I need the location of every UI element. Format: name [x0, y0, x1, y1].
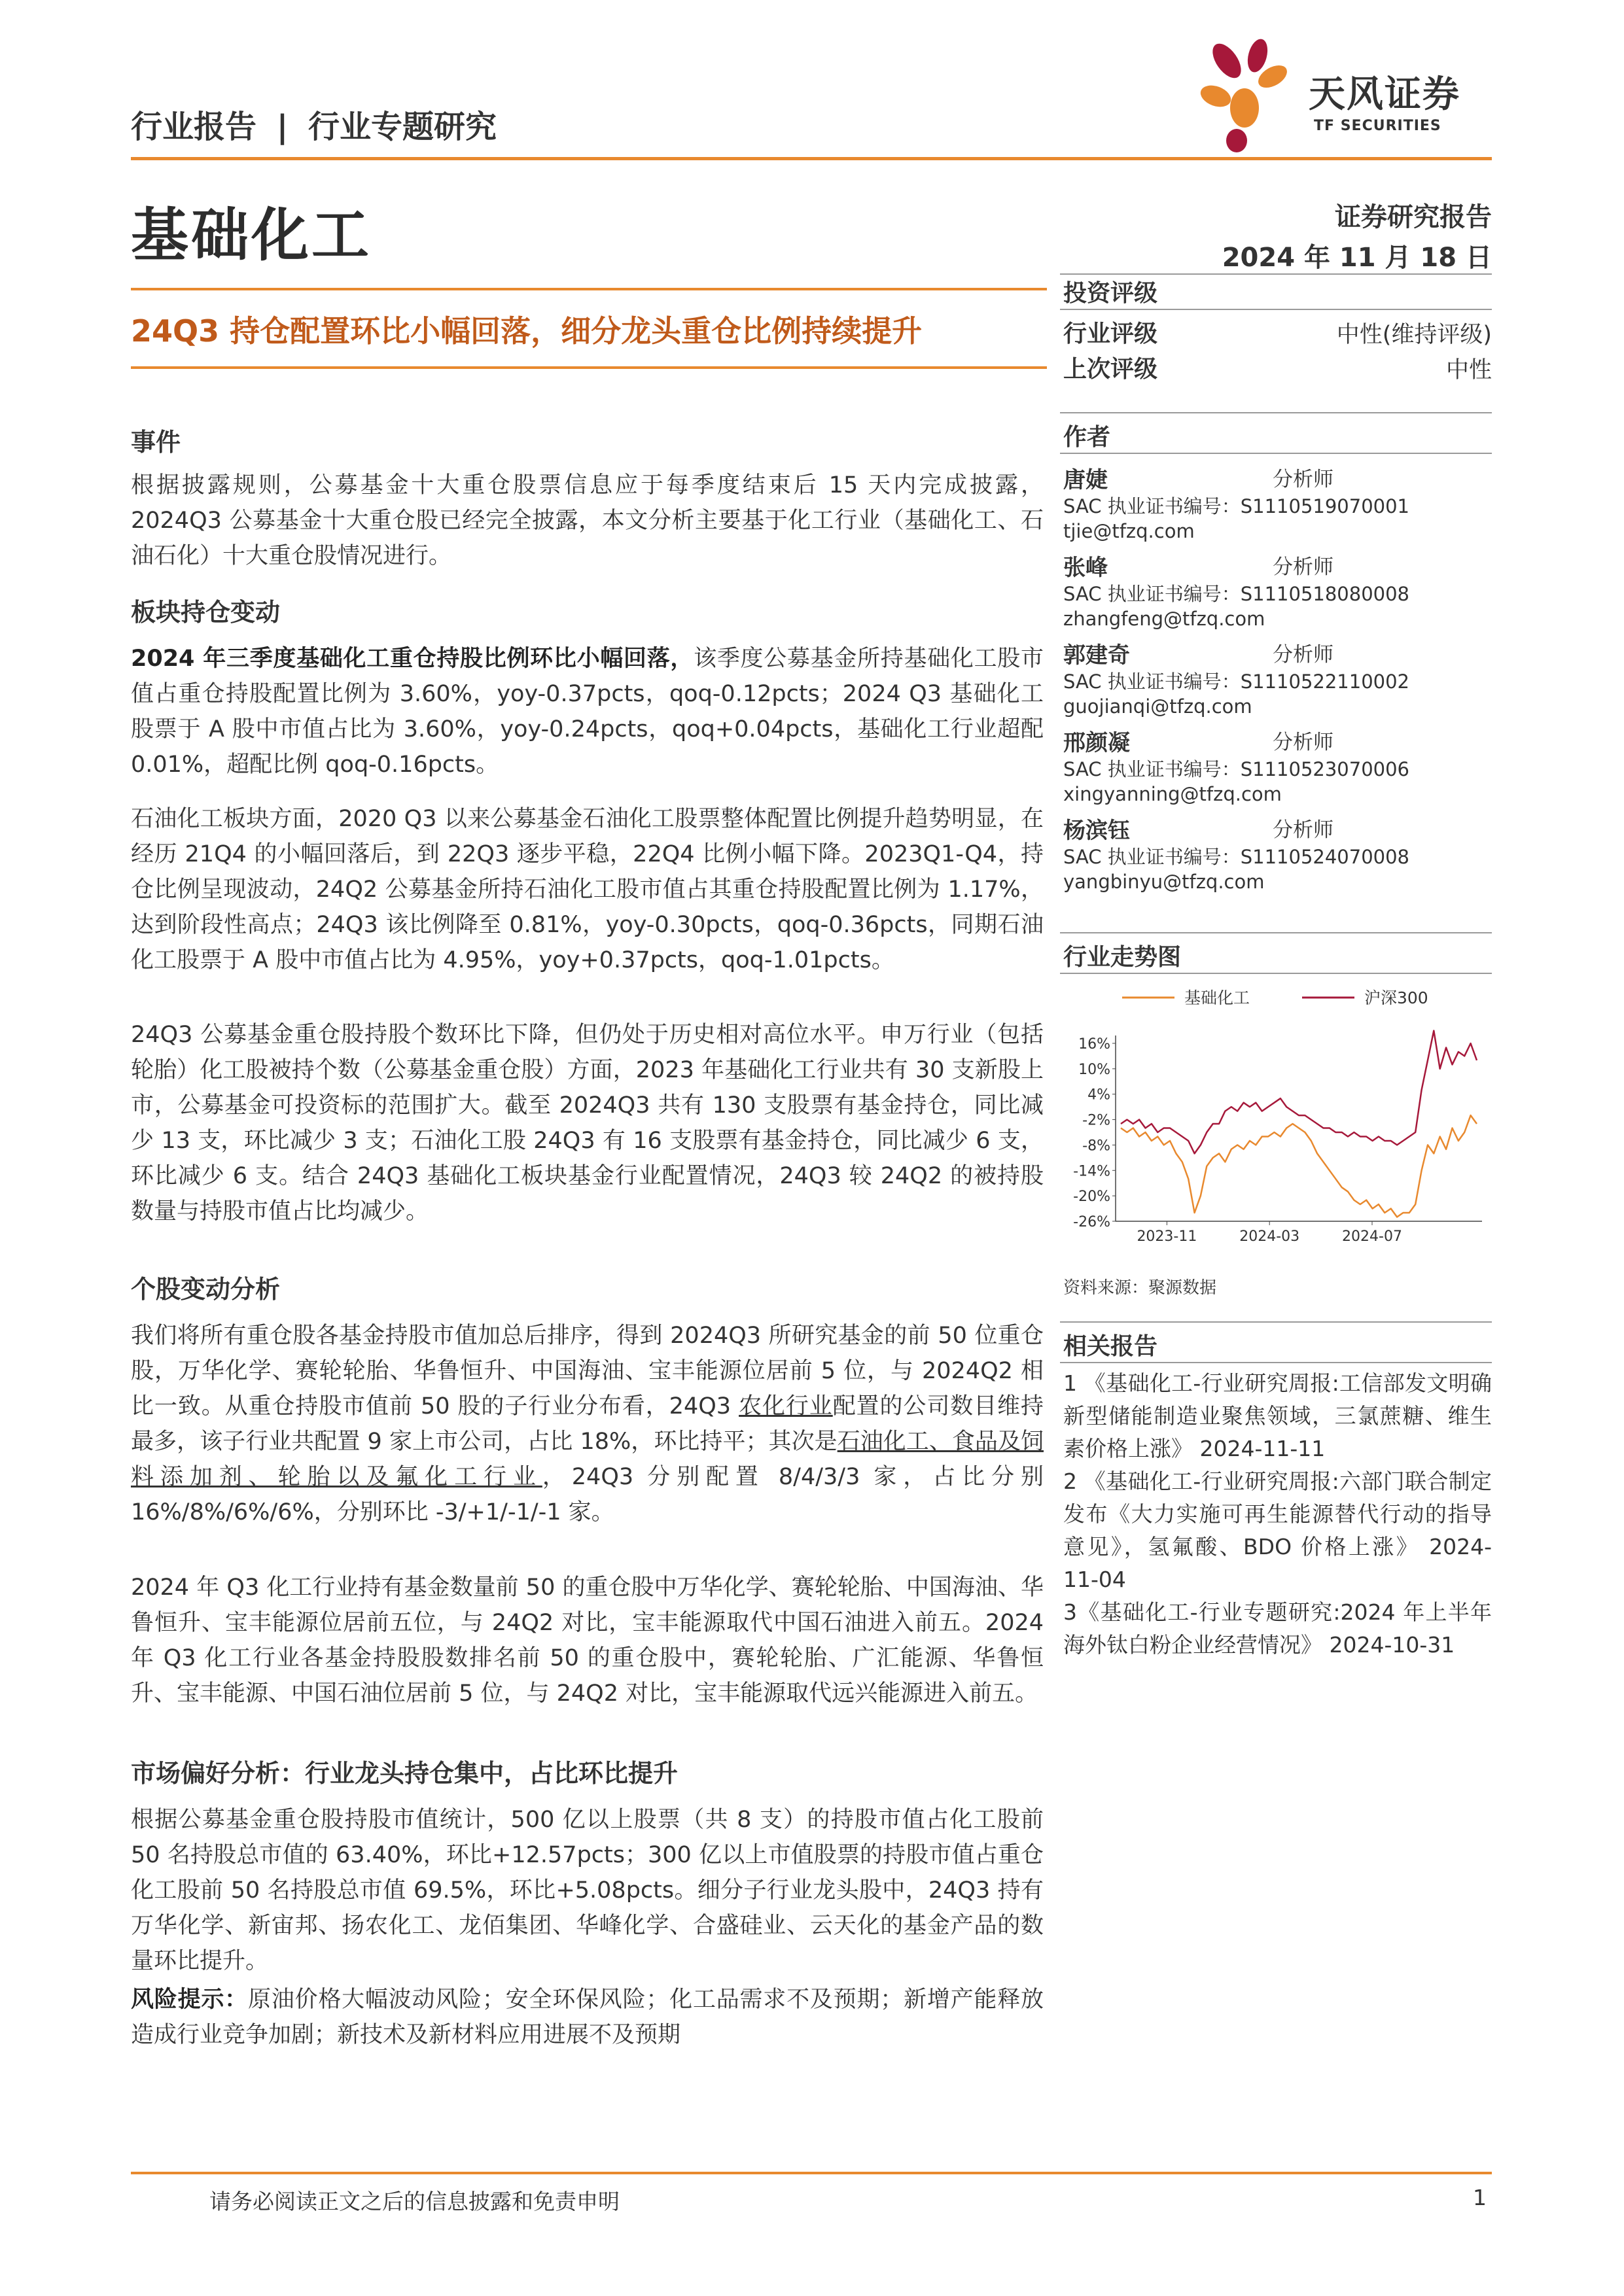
y-tick-label: 10%	[1078, 1061, 1110, 1078]
doc-type: 证券研究报告	[1335, 202, 1492, 232]
section-event-paragraph: 根据披露规则，公募基金十大重仓股票信息应于每季度结束后 15 天内完成披露，2024Q3 公募基金十大重仓股已经完全披露，本文分析主要基于化工行业（基础化工、石油石化）十大重仓股情况进行。	[131, 472, 1044, 569]
section-holdings-heading: 板块持仓变动	[131, 598, 281, 627]
previous-rating-label: 上次评级	[1063, 356, 1158, 383]
risk-text: 原油价格大幅波动风险；安全环保风险；化工品需求不及预期；新增产能释放造成行业竞争加剧；新技术及新材料应用进展不及预期	[131, 1987, 1044, 2048]
section-holdings-paragraph-1	[131, 641, 1044, 782]
author-role: 分析师	[1273, 818, 1333, 842]
author-role: 分析师	[1273, 468, 1333, 491]
tf-logo-icon	[1197, 36, 1302, 154]
related-heading: 相关报告	[1063, 1333, 1158, 1360]
author-role: 分析师	[1273, 555, 1333, 579]
authors-heading: 作者	[1063, 424, 1111, 451]
stocks-underline-2: 石油化工、食品及饲料添加剂、轮胎以及氟化工行业	[131, 1429, 1044, 1490]
y-tick-label: -8%	[1082, 1138, 1110, 1155]
related-report-item[interactable]: 3《基础化工-行业专题研究:2024 年上半年海外钛白粉企业经营情况》 2024-10-31	[1063, 1599, 1492, 1658]
y-tick-label: -26%	[1073, 1214, 1110, 1230]
rating-head-rule	[1060, 309, 1492, 310]
author-name: 邢颜凝	[1063, 730, 1130, 756]
report-date: 2024 年 11 月 18 日	[1222, 243, 1492, 273]
trend-head-rule	[1060, 973, 1492, 974]
author-cert: SAC 执业证书编号：S1110522110002	[1063, 670, 1410, 693]
related-report-item[interactable]: 2 《基础化工-行业研究周报:六部门联合制定发布《大力实施可再生能源替代行动的指导意见》，氢氟酸、BDO 价格上涨》 2024-11-04	[1063, 1469, 1492, 1592]
trend-chart-svg	[1063, 978, 1492, 1253]
logo-subtext: TF SECURITIES	[1314, 118, 1441, 134]
author-cert: SAC 执业证书编号：S1110523070006	[1063, 758, 1410, 780]
section-holdings-paragraph-3: 24Q3 公募基金重仓股持股个数环比下降，但仍处于历史相对高位水平。申万行业（包括轮胎）化工股被持个数（公募基金重仓股）方面，2023 年基础化工行业共有 30 支新股上市，公募基金可投资标的范围扩大。截至 2024Q3 共有 130 支股票有基金持仓，同比减少 13 支，环比减少 3 支；石油化工股 24Q3 有 16 支股票有基金持仓，同比减少 6 支，环比减少 6 支。结合 24Q3 基础化工板块基金行业配置情况，24Q3 较 24Q2 的被持股数量与持股市值占比均减少。	[131, 1022, 1044, 1225]
holdings-text: 该季度公募基金所持基础化工股市值占重仓持股配置比例为 3.60%，yoy-0.37pcts，qoq-0.12pcts；2024 Q3 基础化工股票于 A 股中市值占比为 3.60%，yoy-0.24pcts，qoq+0.04pcts，基础化工行业超配 0.01%，超配比例 qoq-0.16pcts。	[131, 646, 1044, 778]
x-tick-label: 2023-11	[1137, 1228, 1197, 1245]
author-cert: SAC 执业证书编号：S1110518080008	[1063, 583, 1410, 605]
author-name: 唐婕	[1063, 467, 1108, 493]
author-name: 张峰	[1063, 555, 1108, 581]
y-tick-label: 16%	[1078, 1036, 1110, 1052]
author-email[interactable]: yangbinyu@tfzq.com	[1063, 871, 1265, 893]
series-line-hs300	[1121, 1031, 1477, 1154]
risk-label: 风险提示：	[131, 1987, 248, 2013]
footer-rule	[131, 2172, 1492, 2174]
sector-title: 基础化工	[131, 201, 372, 269]
author-entry	[1063, 637, 1492, 725]
section-stocks-heading: 个股变动分析	[131, 1275, 281, 1304]
stocks-text-b: 配置的公司数目维持最多，该子行业共配置 9 家上市公司，占比 18%，环比持平；其次是	[131, 1393, 1044, 1455]
headline: 24Q3 持仓配置环比小幅回落，细分龙头重仓比例持续提升	[131, 313, 923, 349]
trend-heading: 行业走势图	[1063, 944, 1182, 971]
header-rule	[131, 157, 1492, 160]
page-number: 1	[1473, 2185, 1487, 2210]
author-cert: SAC 执业证书编号：S1110519070001	[1063, 495, 1410, 517]
author-role: 分析师	[1273, 731, 1333, 754]
stocks-underline-1: 农化行业	[739, 1393, 833, 1419]
author-email[interactable]: guojianqi@tfzq.com	[1063, 695, 1252, 718]
related-report-item[interactable]: 1 《基础化工-行业研究周报:工信部发文明确新型储能制造业聚焦领域，三氯蔗糖、维生素价格上涨》 2024-11-11	[1063, 1370, 1492, 1461]
x-tick-label: 2024-03	[1239, 1228, 1300, 1245]
x-tick-label: 2024-07	[1342, 1228, 1402, 1245]
author-list	[1063, 462, 1492, 900]
section-preference-heading: 市场偏好分析：行业龙头持仓集中，占比环比提升	[131, 1759, 679, 1788]
rating-heading: 投资评级	[1063, 280, 1158, 307]
trend-top-rule	[1060, 932, 1492, 933]
author-entry	[1063, 812, 1492, 900]
legend-label: 沪深300	[1364, 988, 1428, 1007]
y-tick-label: -20%	[1073, 1189, 1110, 1206]
author-cert: SAC 执业证书编号：S1110524070008	[1063, 846, 1410, 868]
section-stocks-paragraph-1	[131, 1318, 1044, 1530]
author-email[interactable]: tjie@tfzq.com	[1063, 520, 1195, 542]
related-head-rule	[1060, 1362, 1492, 1363]
section-stocks-paragraph-2: 2024 年 Q3 化工行业持有基金数量前 50 的重仓股中万华化学、赛轮轮胎、中国海油、华鲁恒升、宝丰能源位居前五位，与 24Q2 对比，宝丰能源取代中国石油进入前五。2024 年 Q3 化工行业各基金持股股数排名前 50 的重仓股中，赛轮轮胎、广汇能源、华鲁恒升、宝丰能源、中国石油位居前 5 位，与 24Q2 对比，宝丰能源取代远兴能源进入前五。	[131, 1574, 1044, 1707]
report-subtype: 行业专题研究	[308, 109, 497, 145]
section-holdings-paragraph-2: 石油化工板块方面，2020 Q3 以来公募基金石油化工股票整体配置比例提升趋势明显，在经历 21Q4 的小幅回落后，到 22Q3 逐步平稳，22Q4 比例小幅下降。2023Q1-Q4，持仓比例呈现波动，24Q2 公募基金所持石油化工股市值占其重仓持股配置比例为 1.17%，达到阶段性高点；24Q3 该比例降至 0.81%，yoy-0.30pcts，qoq-0.36pcts，同期石油化工股票于 A 股中市值占比为 4.95%，yoy+0.37pcts，qoq-1.01pcts。	[131, 806, 1044, 973]
y-tick-label: -2%	[1082, 1112, 1110, 1129]
headline-rule	[131, 366, 1047, 369]
footer-disclaimer: 请务必阅读正文之后的信息披露和免责申明	[209, 2189, 620, 2214]
trend-chart	[1063, 978, 1492, 1253]
author-email[interactable]: zhangfeng@tfzq.com	[1063, 608, 1265, 630]
industry-rating-label: 行业评级	[1063, 321, 1158, 347]
author-entry	[1063, 462, 1492, 549]
report-type-header	[131, 101, 497, 147]
holdings-lead: 2024 年三季度基础化工重仓持股比例环比小幅回落，	[131, 646, 694, 672]
stocks-text-c: ，24Q3 分别配置 8/4/3/3 家，占比分别 16%/8%/6%/6%，分别环比 -3/+1/-1/-1 家。	[131, 1464, 1044, 1525]
related-list	[1063, 1367, 1492, 1661]
authors-top-rule	[1060, 412, 1492, 413]
author-name: 杨滨钰	[1063, 818, 1130, 844]
section-preference-paragraph: 根据公募基金重仓股持股市值统计，500 亿以上股票（共 8 支）的持股市值占化工股前 50 名持股总市值的 63.40%，环比+12.57pcts；300 亿以上市值股票的持股市值占重仓化工股前 50 名持股总市值 69.5%，环比+5.08pcts。细分子行业龙头股中，24Q3 持有万华化学、新宙邦、扬农化工、龙佰集团、华峰化学、合盛硅业、云天化的基金产品的数量环比提升。	[131, 1807, 1044, 1974]
author-email[interactable]: xingyanning@tfzq.com	[1063, 783, 1282, 805]
author-entry	[1063, 549, 1492, 637]
industry-rating-value: 中性(维持评级)	[1336, 322, 1492, 348]
previous-rating-value: 中性	[1445, 357, 1492, 383]
logo-text: 天风证券	[1309, 73, 1460, 116]
header-separator: |	[276, 109, 289, 145]
author-entry	[1063, 725, 1492, 812]
section-event-heading: 事件	[131, 428, 181, 457]
title-rule	[131, 288, 1047, 290]
author-name: 郭建奇	[1063, 642, 1130, 669]
chart-source: 资料来源：聚源数据	[1063, 1278, 1217, 1298]
legend-label: 基础化工	[1184, 988, 1250, 1007]
y-tick-label: -14%	[1073, 1163, 1110, 1180]
authors-head-rule	[1060, 453, 1492, 454]
report-type: 行业报告	[131, 109, 257, 145]
y-tick-label: 4%	[1087, 1087, 1110, 1104]
risk-paragraph	[131, 1982, 1044, 2053]
related-top-rule	[1060, 1321, 1492, 1323]
author-role: 分析师	[1273, 643, 1333, 667]
stocks-text-a: 我们将所有重仓股各基金持股市值加总后排序，得到 2024Q3 所研究基金的前 50 位重仓股，万华化学、赛轮轮胎、华鲁恒升、中国海油、宝丰能源位居前 5 位，与 2024Q2 相比一致。从重仓持股市值前 50 股的子行业分布看，24Q3	[131, 1323, 1044, 1419]
